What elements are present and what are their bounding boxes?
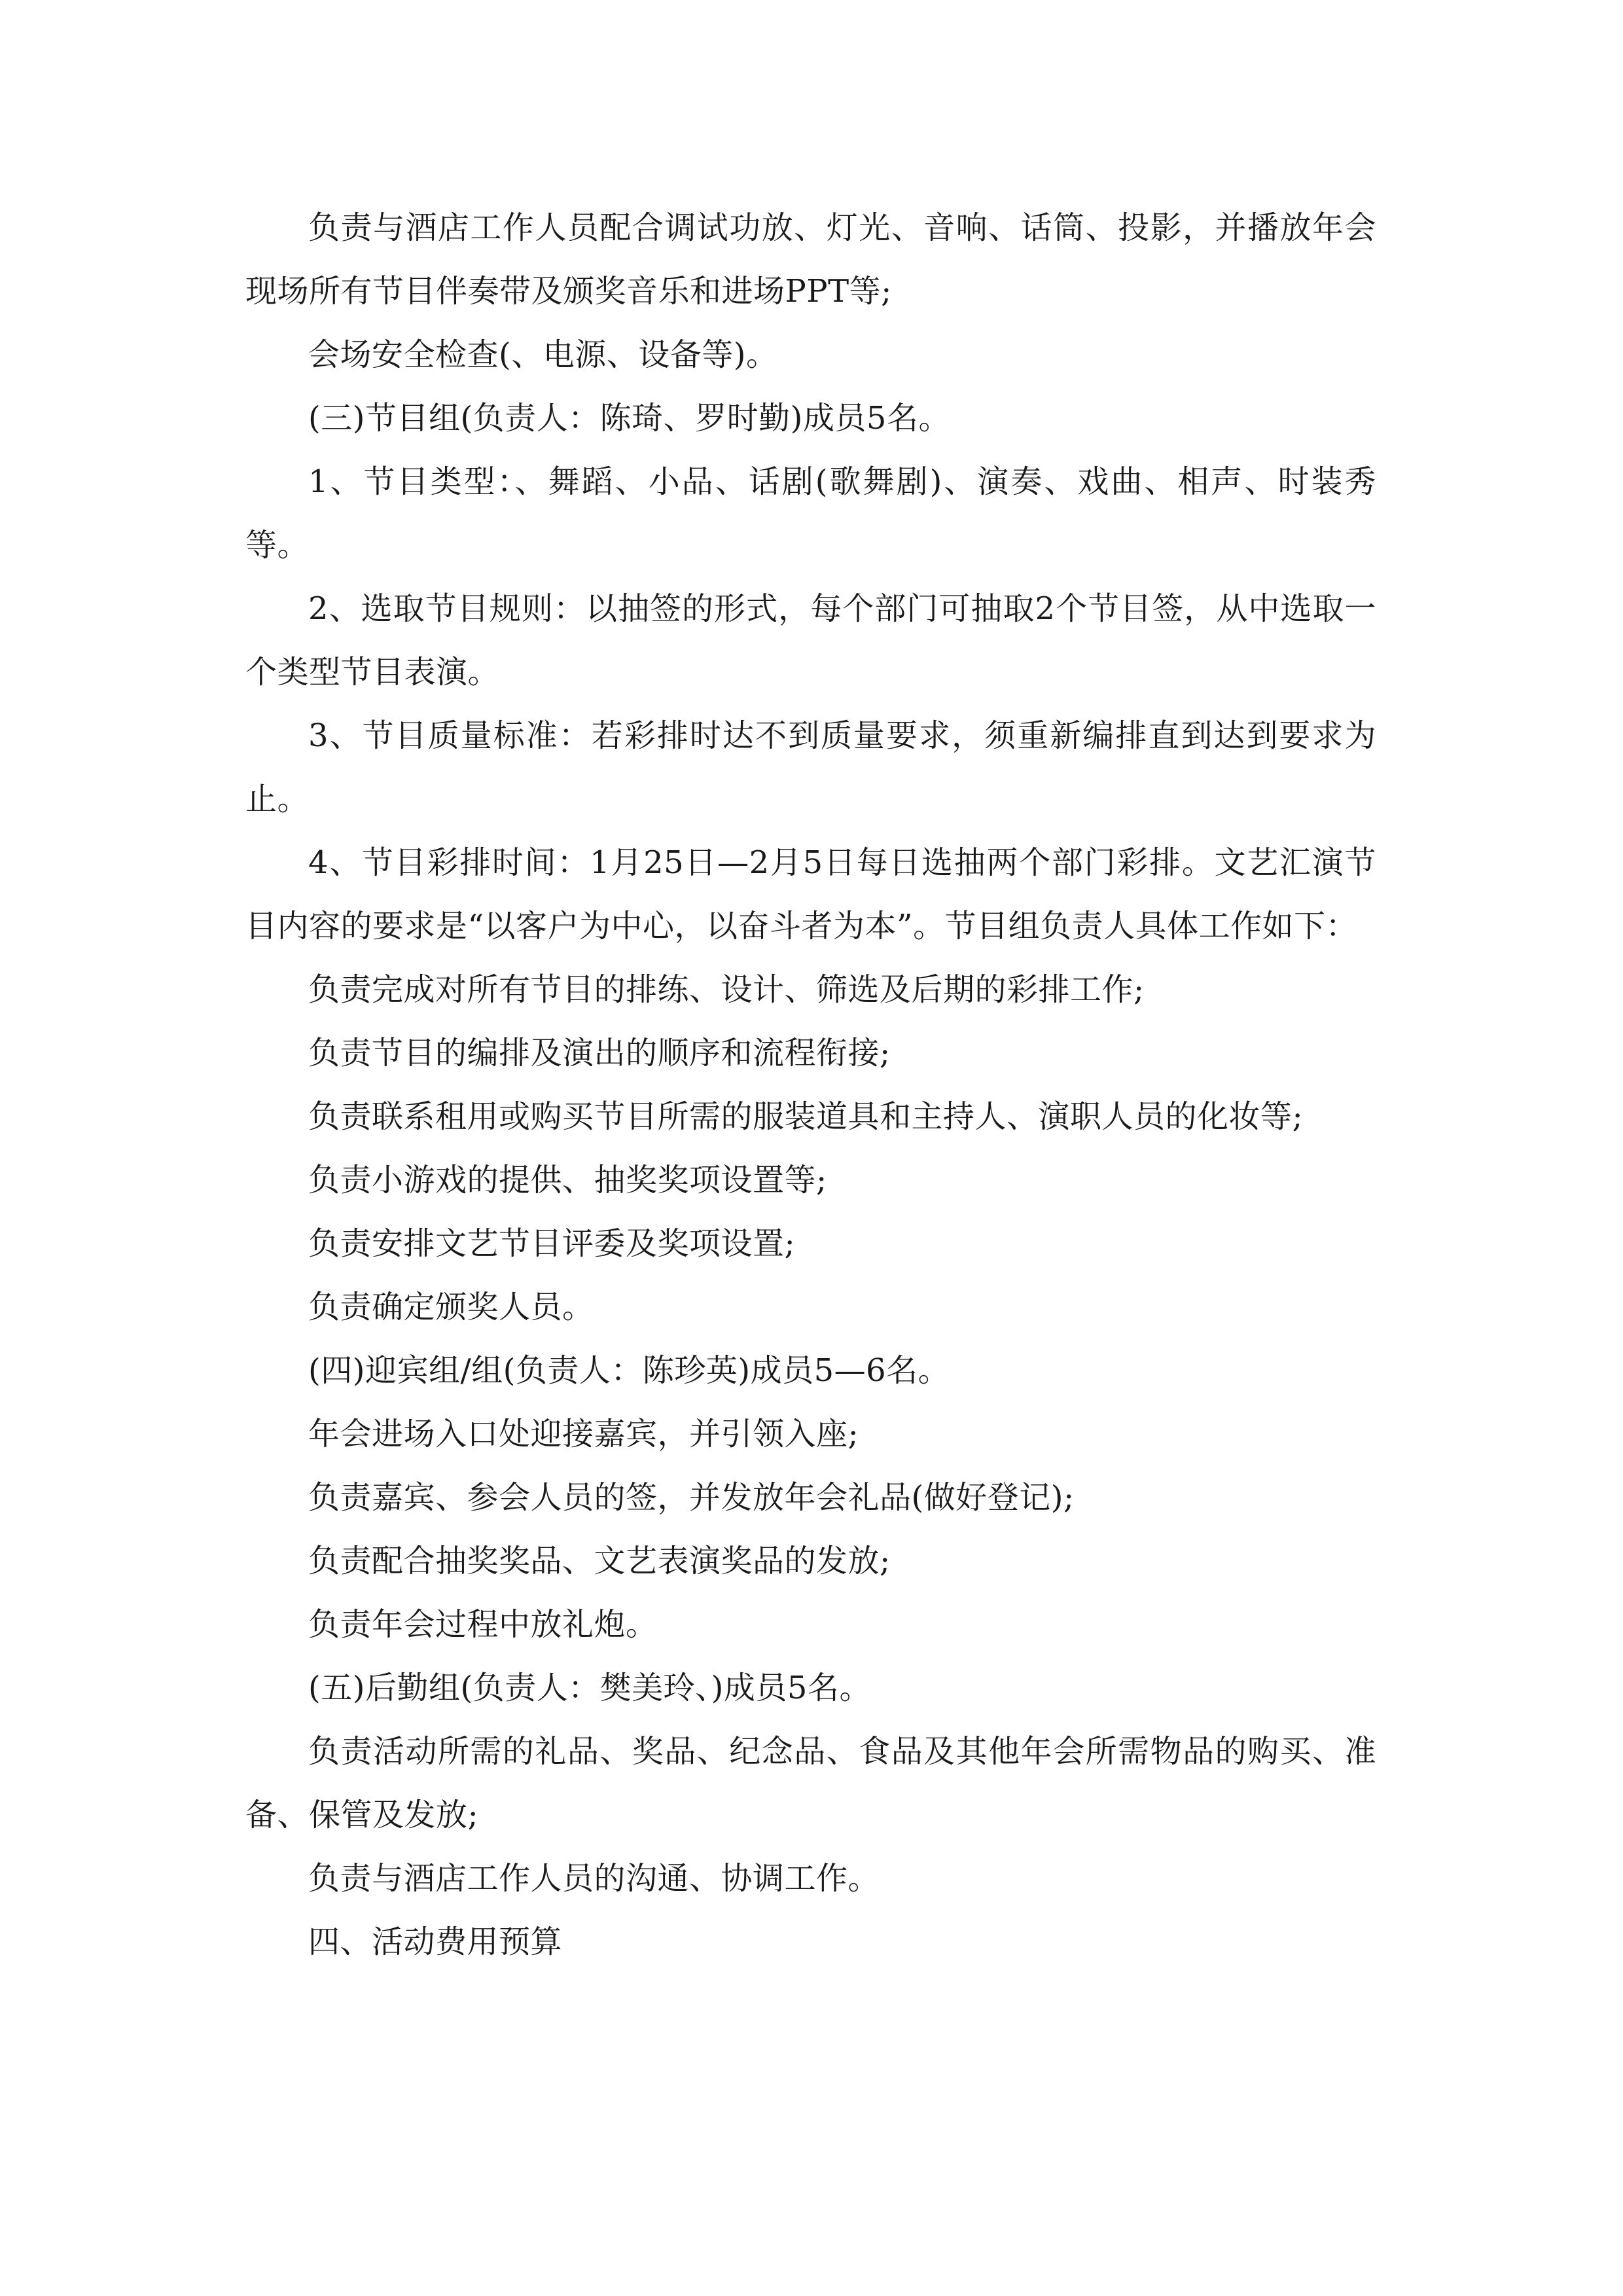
paragraph-duty-6: 负责确定颁奖人员。 [308,1289,594,1325]
paragraph-duty-4: 负责小游戏的提供、抽奖奖项设置等; [308,1162,827,1198]
paragraph-duty-2: 负责节目的编排及演出的顺序和流程衔接; [308,1035,891,1071]
paragraph-reception-1: 年会进场入口处迎接嘉宾，并引领入座; [308,1416,859,1452]
paragraph-duty-3: 负责联系租用或购买节目所需的服装道具和主持人、演职人员的化妆等; [308,1098,1304,1135]
paragraph-logistics-2: 负责与酒店工作人员的沟通、协调工作。 [308,1860,880,1897]
paragraph-duty-5: 负责安排文艺节目评委及奖项设置; [308,1225,796,1262]
section-heading-program-group: (三)节目组(负责人：陈琦、罗时勤)成员5名。 [308,400,950,437]
paragraph-selection-rules: 2、选取节目规则：以抽签的形式，每个部门可抽取2个节目签，从中选取一个类型节目表演。 [245,590,1376,691]
paragraph-duty-1: 负责完成对所有节目的排练、设计、筛选及后期的彩排工作; [308,971,1145,1008]
section-heading-reception-group: (四)迎宾组/组(负责人：陈珍英)成员5—6名。 [308,1352,950,1389]
document-body [245,196,1376,1974]
paragraph-quality-standard: 3、节目质量标准：若彩排时达不到质量要求，须重新编排直到达到要求为止。 [245,717,1376,817]
paragraph-reception-3: 负责配合抽奖奖品、文艺表演奖品的发放; [308,1543,891,1579]
paragraph-reception-2: 负责嘉宾、参会人员的签，并发放年会礼品(做好登记); [308,1479,1075,1516]
paragraph-reception-4: 负责年会过程中放礼炮。 [308,1606,658,1643]
section-heading-budget: 四、活动费用预算 [308,1924,563,1960]
paragraph-2: 会场安全检查(、电源、设备等)。 [308,336,778,373]
section-heading-logistics-group: (五)后勤组(负责人：樊美玲、)成员5名。 [308,1670,871,1706]
paragraph-program-types: 1、节目类型：、舞蹈、小品、话剧(歌舞剧)、演奏、戏曲、相声、时装秀等。 [245,463,1376,564]
paragraph-1: 负责与酒店工作人员配合调试功放、灯光、音响、话筒、投影，并播放年会现场所有节目伴奏带及颁奖音乐和进场PPT等; [245,209,1376,310]
paragraph-rehearsal-time: 4、节目彩排时间：1月25日—2月5日每日选抽两个部门彩排。文艺汇演节目内容的要求是“以客户为中心，以奋斗者为本”。节目组负责人具体工作如下： [245,844,1376,944]
paragraph-logistics-1: 负责活动所需的礼品、奖品、纪念品、食品及其他年会所需物品的购买、准备、保管及发放; [245,1733,1376,1833]
